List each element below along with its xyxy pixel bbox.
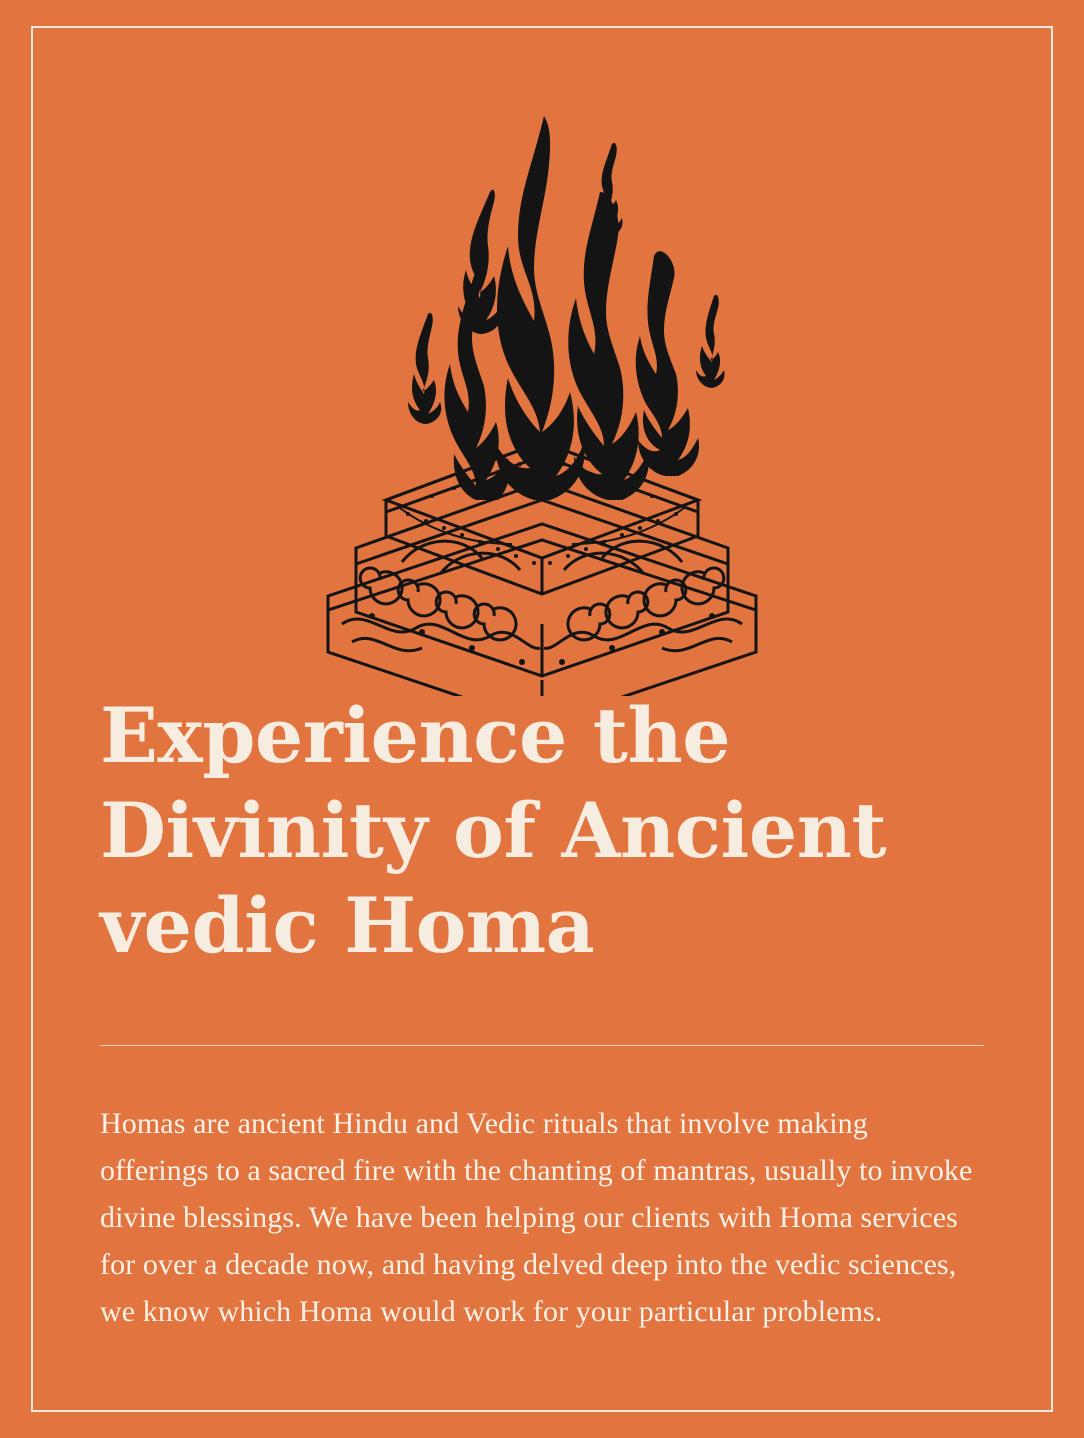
title-divider — [100, 1045, 984, 1046]
page-title — [100, 688, 984, 973]
poster-content — [100, 688, 984, 1365]
homa-fire-altar-illustration — [0, 96, 1084, 706]
page-title-line-2: Divinity of Ancient — [100, 786, 887, 875]
body-paragraph: Homas are ancient Hindu and Vedic rituals that involve making offerings to a sacred fire with the chanting of mantras, usually to invoke divine blessings. We have been helping our clients with Homa services for over a decade now, and having delved deep into the vedic sciences, we know which Homa would work for your particular problems. — [100, 1107, 973, 1328]
page-title-line-1: Experience the — [100, 691, 731, 780]
page-title-line-3: vedic Homa — [100, 881, 595, 970]
